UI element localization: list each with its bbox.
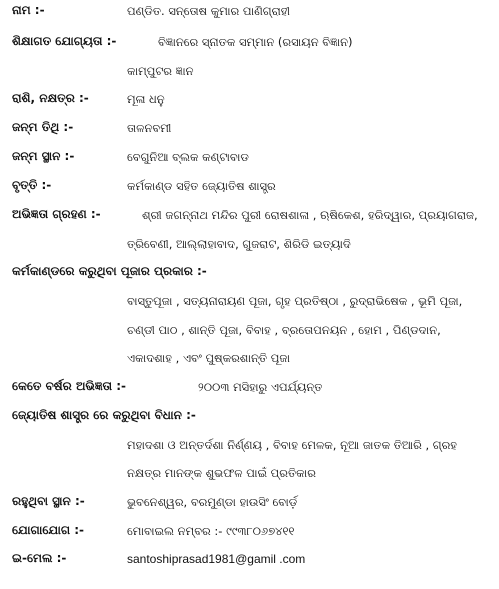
education-value-2: କାମ୍ପୁଟର ଜ୍ଞାନ bbox=[127, 64, 194, 78]
puja-types-label: କର୍ମକାଣ୍ଡରେ କରୁଥିବା ପୂଜାର ପ୍ରକାର :- bbox=[12, 264, 207, 278]
birth-place-value: ବେଗୁନିଆ ବ୍ଲକ କଣ୍ଟାବାଡ bbox=[127, 150, 249, 164]
contact-row bbox=[0, 523, 499, 545]
birth-tithi-row bbox=[0, 120, 499, 142]
experience-years-label: କେତେ ବର୍ଷର ଅଭିଜ୍ଞତା :- bbox=[12, 379, 127, 393]
contact-label: ଯୋଗାଯୋଗ :- bbox=[12, 523, 85, 537]
experience-years-value: ୨୦୦୩ ମସିହାରୁ ଏପର୍ଯ୍ୟନ୍ତ bbox=[198, 380, 323, 394]
puja-list-row-2 bbox=[0, 322, 499, 344]
experience-years-row bbox=[0, 379, 499, 401]
profession-row bbox=[0, 178, 499, 200]
birth-place-label: ଜନ୍ମ ସ୍ଥାନ :- bbox=[12, 149, 75, 163]
education-label: ଶିକ୍ଷାଗତ ଯୋଗ୍ୟତା :- bbox=[12, 34, 117, 48]
email-row bbox=[0, 551, 499, 573]
experience-value-2: ତ୍ରିବେଣୀ, ଆଲ୍ଲାହାବାଦ, ଗୁଜରାଟ, ଶିରିଡି ଇତ୍ୟାଦି bbox=[127, 237, 351, 251]
astrology-list-1: ମହାଦଶା ଓ ଅନ୍ତର୍ଦଶା ନିର୍ଣ୍ଣୟ , ବିବାହ ମେଳକ, ନୂଆ ଜାତକ ତିଆରି , ଗ୍ରହ bbox=[127, 438, 458, 452]
astrology-list-2: ନକ୍ଷତ୍ର ମାନଙ୍କ ଶୁଭଫଳ ପାଇଁ ପ୍ରତିକାର bbox=[127, 466, 317, 480]
zodiac-value: ମୂଳା ଧନୁ bbox=[127, 92, 165, 106]
contact-value: ମୋବାଇଲ ନମ୍ବର :- ୯୯୩୮୦୬୭୪୧୧ bbox=[127, 524, 295, 538]
astrology-label: ଜ୍ୟୋତିଷ ଶାସ୍ତ୍ର ରେ କରୁଥିବା ବିଧାନ :- bbox=[12, 408, 196, 422]
birth-place-row bbox=[0, 149, 499, 171]
residence-row bbox=[0, 494, 499, 516]
education-value: ବିଜ୍ଞାନରେ ସ୍ନାତକ ସମ୍ମାନ (ରସାୟନ ବିଜ୍ଞାନ) bbox=[158, 35, 353, 49]
experience-row bbox=[0, 207, 499, 229]
name-row bbox=[0, 3, 499, 25]
profession-label: ବୃତ୍ତି :- bbox=[12, 178, 52, 192]
residence-label: ରହୁଥିବା ସ୍ଥାନ :- bbox=[12, 494, 85, 508]
astrology-list-row-2 bbox=[0, 465, 499, 487]
zodiac-label: ରାଶି, ନକ୍ଷତ୍ର :- bbox=[12, 91, 89, 105]
email-value[interactable]: santoshiprasad1981@gamil .com bbox=[127, 552, 306, 566]
puja-list-1: ବାସ୍ତୁପୂଜା , ସତ୍ୟନାରାୟଣ ପୂଜା, ଗୃହ ପ୍ରତିଷ୍ଠା , ରୁଦ୍ରାଭିଷେକ , ଭୂମି ପୂଜା, bbox=[127, 294, 463, 308]
zodiac-row bbox=[0, 91, 499, 113]
residence-value: ଭୁବନେଶ୍ୱର, ବରମୁଣ୍ଡା ହାଉସିଂ ବୋର୍ଡ଼ bbox=[127, 495, 298, 509]
experience-label: ଅଭିଜ୍ଞତା ଗ୍ରହଣ :- bbox=[12, 207, 101, 221]
experience-value: ଶ୍ରୀ ଜଗନ୍ନାଥ ମନ୍ଦିର ପୁରୀ ରୋଷଶାଳା , ଋଷିକେଶ, ହରିଦ୍ୱାର, ପ୍ରୟାଗରାଜ, bbox=[142, 208, 478, 222]
name-label: ନାମ :- bbox=[12, 3, 45, 17]
puja-list-3: ଏକାଦଶାହ , ଏବଂ ପୁଷ୍କରଶାନ୍ତି ପୂଜା bbox=[127, 351, 290, 365]
profession-value: କର୍ମକାଣ୍ଡ ସହିତ ଜ୍ୟୋତିଷ ଶାସ୍ତ୍ର bbox=[127, 179, 276, 193]
puja-list-2: ଚଣ୍ଡୀ ପାଠ , ଶାନ୍ତି ପୂଜା, ବିବାହ , ବ୍ରତୋପନୟନ , ହୋମ , ପିଣ୍ଡଦାନ, bbox=[127, 323, 441, 337]
astrology-row bbox=[0, 408, 499, 430]
puja-list-row-1 bbox=[0, 293, 499, 315]
education-row bbox=[0, 34, 499, 56]
education-row-2 bbox=[0, 63, 499, 85]
puja-list-row-3 bbox=[0, 350, 499, 372]
name-value: ପଣ୍ଡିତ. ସନ୍ତୋଷ କୁମାର ପାଣିଗ୍ରାହୀ bbox=[127, 4, 290, 18]
experience-row-2 bbox=[0, 236, 499, 258]
email-label: ଇ-ମେଲ :- bbox=[12, 551, 67, 565]
birth-tithi-label: ଜନ୍ମ ତିଥି :- bbox=[12, 120, 74, 134]
astrology-list-row-1 bbox=[0, 437, 499, 459]
puja-types-row bbox=[0, 264, 499, 286]
birth-tithi-value: ତାଳନବମୀ bbox=[127, 121, 172, 135]
